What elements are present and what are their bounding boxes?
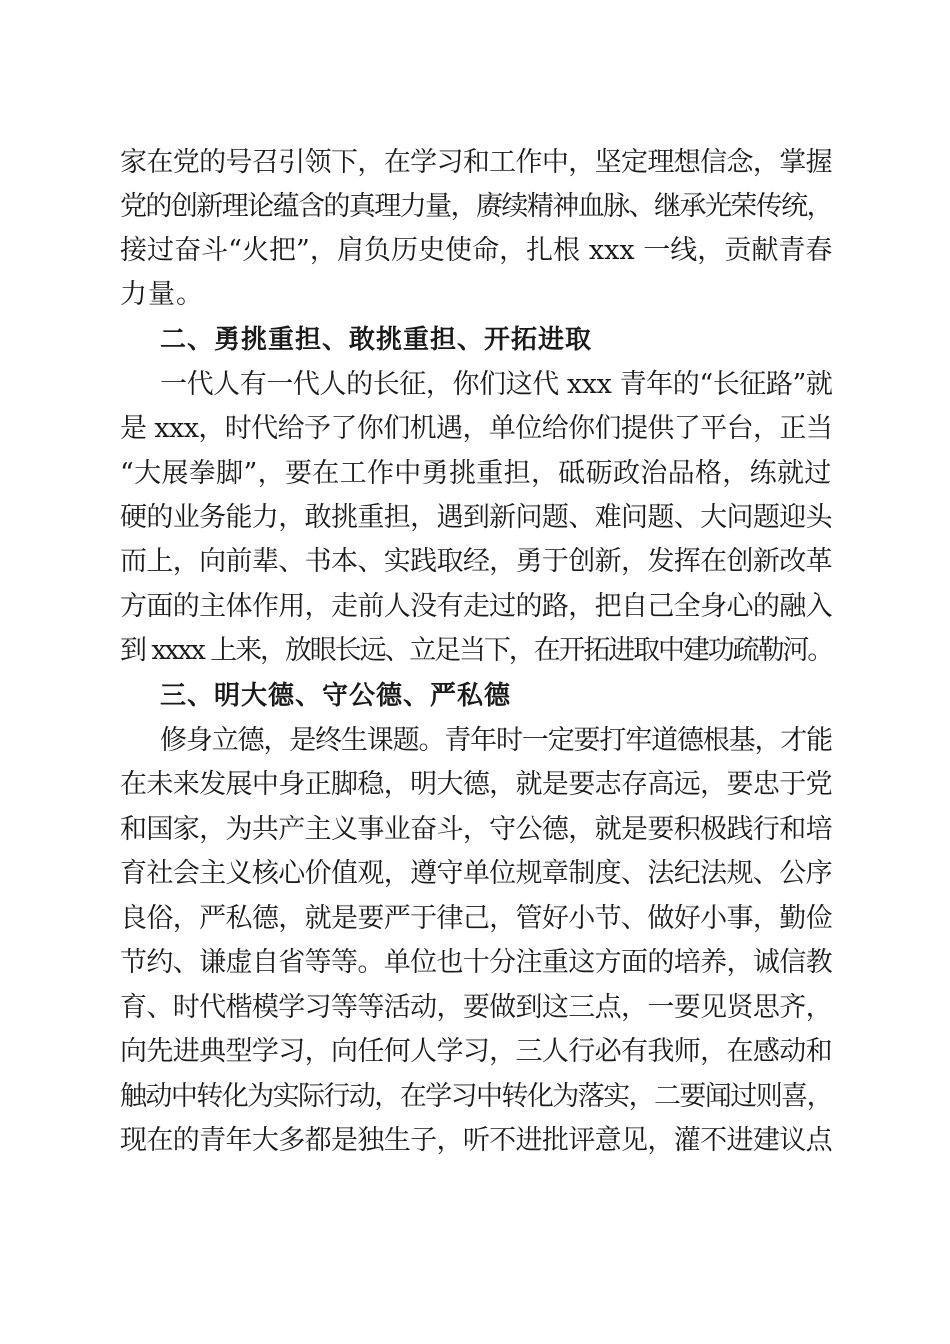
body-text-line: “大展拳脚”，要在工作中勇挑重担，砥砺政治品格，练就过 [120, 458, 832, 489]
body-text-line: 育社会主义核心价值观，遵守单位规章制度、法纪法规、公序 [120, 858, 832, 889]
body-text-line: 力量。 [120, 279, 204, 310]
section-heading-3: 三、明大德、守公德、严私德 [160, 681, 512, 711]
body-text-line: 向先进典型学习，向任何人学习，三人行必有我师，在感动和 [120, 1036, 832, 1067]
body-text-line: 节约、谦虚自省等等。单位也十分注重这方面的培养，诚信教 [120, 947, 832, 978]
body-text-line: 硬的业务能力，敢挑重担，遇到新问题、难问题、大问题迎头 [120, 502, 832, 533]
section-heading-2: 二、勇挑重担、敢挑重担、开拓进取 [160, 325, 593, 355]
body-text-line: 良俗，严私德，就是要严于律己，管好小节、做好小事，勤俭 [120, 903, 832, 934]
body-text-line: 现在的青年大多都是独生子，听不进批评意见，灌不进建议点 [120, 1125, 832, 1156]
body-text-line: 触动中转化为实际行动，在学习中转化为落实，二要闻过则喜， [120, 1081, 832, 1112]
body-text-line: 是 xxx，时代给予了你们机遇，单位给你们提供了平台，正当 [120, 413, 833, 444]
body-text-line: 和国家，为共产主义事业奋斗，守公德，就是要积极践行和培 [120, 814, 832, 845]
body-text-line: 家在党的号召引领下，在学习和工作中，坚定理想信念，掌握 [120, 147, 832, 178]
body-text-line: 育、时代楷模学习等等活动，要做到这三点，一要见贤思齐， [120, 992, 832, 1023]
body-text-line: 方面的主体作用，走前人没有走过的路，把自己全身心的融入 [120, 591, 832, 622]
body-text-line: 而上，向前辈、书本、实践取经，勇于创新，发挥在创新改革 [120, 546, 832, 577]
body-text-line: 接过奋斗“火把”，肩负历史使命，扎根 xxx 一线，贡献青春 [120, 235, 833, 266]
body-text-line: 一代人有一代人的长征，你们这代 xxx 青年的“长征路”就 [160, 369, 833, 400]
body-text-line: 修身立德，是终生课题。青年时一定要打牢道德根基，才能 [160, 725, 832, 756]
body-text-line: 到 xxxx 上来，放眼长远、立足当下，在开拓进取中建功疏勒河。 [120, 635, 833, 666]
body-text-line: 在未来发展中身正脚稳，明大德，就是要志存高远，要忠于党 [120, 769, 832, 800]
body-text-line: 党的创新理论蕴含的真理力量，赓续精神血脉、继承光荣传统， [120, 191, 832, 222]
